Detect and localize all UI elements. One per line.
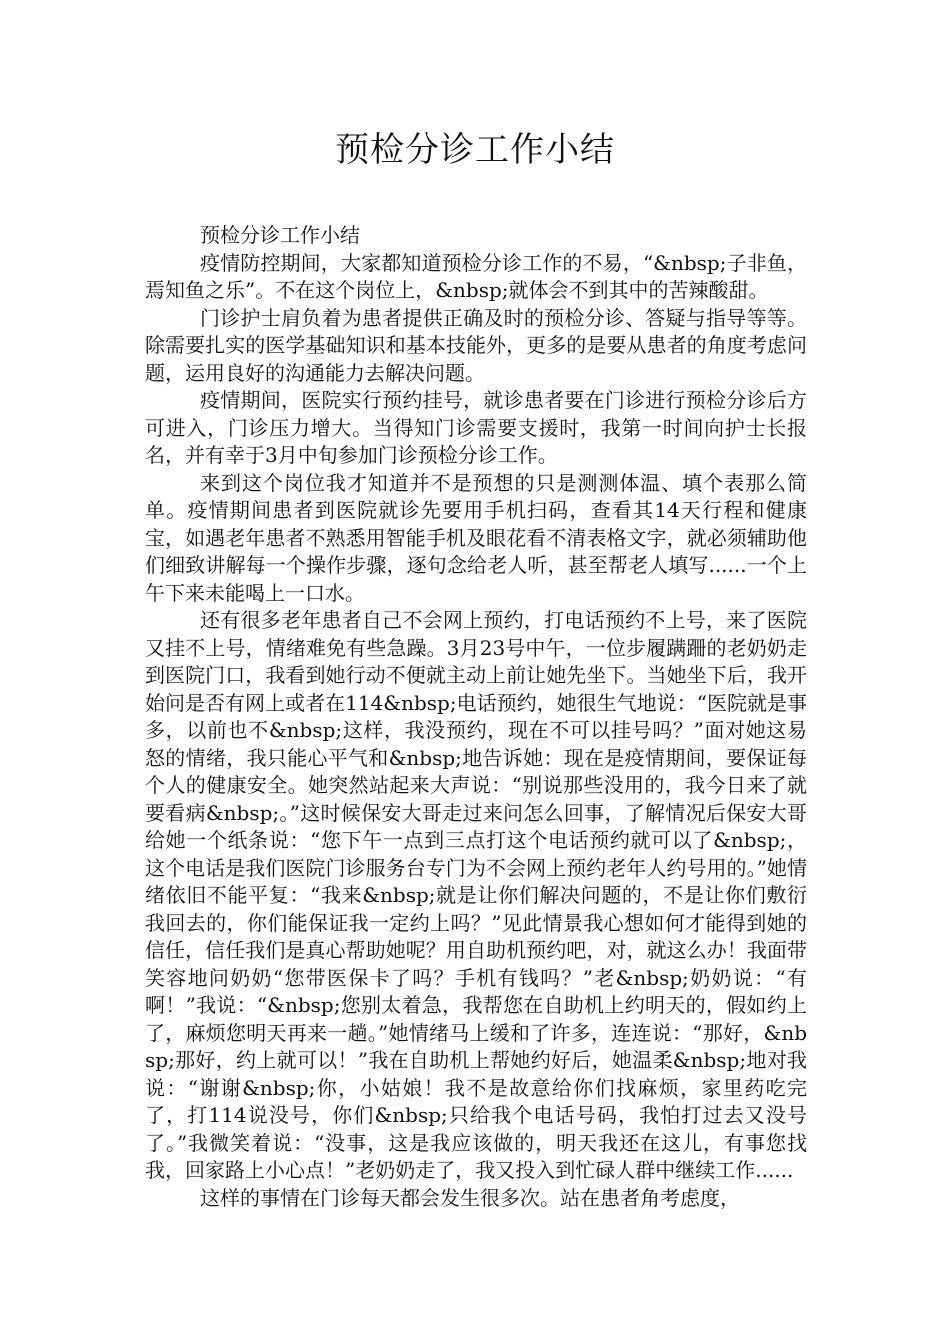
paragraph-subtitle: 预检分诊工作小结 bbox=[200, 223, 360, 247]
paragraph-closing: 这样的事情在门诊每天都会发生很多次。站在患者角考虑度， bbox=[200, 1185, 740, 1210]
paragraph-intro: 疫情防控期间，大家都知道预检分诊工作的不易，“&nbsp;子非鱼，焉知鱼之乐”。不在这个岗位上，&nbsp;就体会不到其中的苦辣酸甜。 bbox=[145, 250, 807, 302]
paragraph-appointment: 疫情期间，医院实行预约挂号，就诊患者要在门诊进行预检分诊后方可进入，门诊压力增大。当得知门诊需要支援时，我第一时间向护士长报名，并有幸于3月中旬参加门诊预检分诊工作。 bbox=[145, 388, 807, 467]
paragraph-work-detail: 来到这个岗位我才知道并不是预想的只是测测体温、填个表那么简单。疫情期间患者到医院就诊先要用手机扫码，查看其14天行程和健康宝，如遇老年患者不熟悉用智能手机及眼花看不清表格文字，就必须辅助他们细致讲解每一个操作步骤，逐句念给老人听，甚至帮老人填写......一个上午下来未能喝上一口水。 bbox=[145, 470, 807, 605]
paragraph-duties: 门诊护士肩负着为患者提供正确及时的预检分诊、答疑与指导等等。除需要扎实的医学基础知识和基本技能外，更多的是要从患者的角度考虑问题，运用良好的沟通能力去解决问题。 bbox=[145, 305, 807, 385]
paragraph-story: 还有很多老年患者自己不会网上预约，打电话预约不上号，来了医院又挂不上号，情绪难免有些急躁。3月23号中午，一位步履蹒跚的老奶奶走到医院门口，我看到她行动不便就主动上前让她先坐下。当她坐下后，我开始问是否有网上或者在114&nbsp;电话预约，她很生气地说：“医院就是事多，以前也不&nbsp;这样，我没预约，现在不可以挂号吗？”面对她这易怒的情绪，我只能心平气和&nbsp;地告诉她：现在是疫情期间，要保证每个人的健康安全。她突然站起来大声说：“别说那些没用的，我今日来了就要看病&nbsp;。”这时候保安大哥走过来问怎么回事，了解情况后保安大哥给她一个纸条说：“您下午一点到三点打这个电话预约就可以了&nbsp;，这个电话是我们医院门诊服务台专门为不会网上预约老年人约号用的。”她情绪依旧不能平复：“我来&nbsp;就是让你们解决问题的，不是让你们敷衍我回去的，你们能保证我一定约上吗？”见此情景我心想如何才能得到她的信任，信任我们是真心帮助她呢？用自助机预约吧，对，就这么办！我面带笑容地问奶奶“您带医保卡了吗？手机有钱吗？”老&nbsp;奶奶说：“有啊！”我说：“&nbsp;您别太着急，我帮您在自助机上约明天的，假如约上了，麻烦您明天再来一趟。”她情绪马上缓和了许多，连连说：“那好，&nbsp;那好，约上就可以！”我在自助机上帮她约好后，她温柔&nbsp;地对我说：“谢谢&nbsp;你，小姑娘！我不是故意给你们找麻烦，家里药吃完了，打114说没号，你们&nbsp;只给我个电话号码，我怕打过去又没号了。”我微笑着说：“没事，这是我应该做的，明天我还在这儿，有事您找我，回家路上小心点！”老奶奶走了，我又投入到忙碌人群中继续工作...... bbox=[145, 608, 807, 1182]
document-title: 预检分诊工作小结 bbox=[335, 130, 615, 170]
document-body bbox=[145, 222, 807, 1212]
